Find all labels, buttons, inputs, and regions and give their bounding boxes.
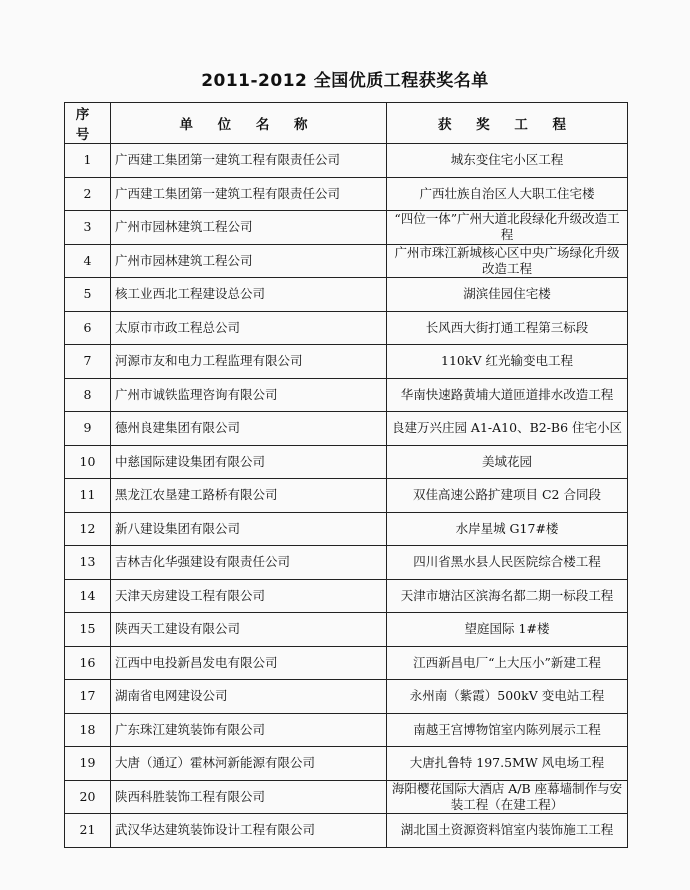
row-number: 5 [65, 278, 111, 312]
row-number: 2 [65, 177, 111, 211]
row-number: 15 [65, 613, 111, 647]
unit-name: 陕西天工建设有限公司 [111, 613, 387, 647]
row-number: 11 [65, 479, 111, 513]
unit-name: 河源市友和电力工程监理有限公司 [111, 345, 387, 379]
page-title: 2011-2012 全国优质工程获奖名单 [201, 71, 489, 91]
row-number: 6 [65, 311, 111, 345]
header-project: 获 奖 工 程 [387, 103, 628, 144]
table-row [65, 713, 628, 747]
table-row [65, 311, 628, 345]
table-row [65, 747, 628, 781]
project-name: 城东变住宅小区工程 [387, 144, 628, 178]
unit-name: 大唐（通辽）霍林河新能源有限公司 [111, 747, 387, 781]
row-number: 20 [65, 780, 111, 814]
project-name: 良建万兴庄园 A1-A10、B2-B6 住宅小区 [387, 412, 628, 446]
row-number: 8 [65, 378, 111, 412]
project-name: “四位一体”广州大道北段绿化升级改造工程 [387, 211, 628, 245]
unit-name: 广州市诚铁监理咨询有限公司 [111, 378, 387, 412]
project-name: 美域花园 [387, 445, 628, 479]
row-number: 10 [65, 445, 111, 479]
project-name: 海阳樱花国际大酒店 A/B 座幕墙制作与安装工程（在建工程） [387, 780, 628, 814]
row-number: 7 [65, 345, 111, 379]
table-row [65, 177, 628, 211]
header-unit: 单 位 名 称 [111, 103, 387, 144]
unit-name: 广东珠江建筑装饰有限公司 [111, 713, 387, 747]
row-number: 1 [65, 144, 111, 178]
table-header-row [65, 103, 628, 144]
header-no: 序号 [65, 103, 111, 144]
project-name: 湖北国土资源资料馆室内装饰施工工程 [387, 814, 628, 848]
unit-name: 核工业西北工程建设总公司 [111, 278, 387, 312]
row-number: 21 [65, 814, 111, 848]
table-row [65, 244, 628, 278]
unit-name: 中慈国际建设集团有限公司 [111, 445, 387, 479]
table-row [65, 646, 628, 680]
unit-name: 广西建工集团第一建筑工程有限责任公司 [111, 144, 387, 178]
project-name: 望庭国际 1#楼 [387, 613, 628, 647]
unit-name: 武汉华达建筑装饰设计工程有限公司 [111, 814, 387, 848]
table-row [65, 412, 628, 446]
unit-name: 陕西科胜装饰工程有限公司 [111, 780, 387, 814]
unit-name: 吉林吉化华强建设有限责任公司 [111, 546, 387, 580]
row-number: 9 [65, 412, 111, 446]
row-number: 16 [65, 646, 111, 680]
unit-name: 新八建设集团有限公司 [111, 512, 387, 546]
row-number: 4 [65, 244, 111, 278]
unit-name: 天津天房建设工程有限公司 [111, 579, 387, 613]
unit-name: 湖南省电网建设公司 [111, 680, 387, 714]
unit-name: 广州市园林建筑工程公司 [111, 211, 387, 245]
table-row [65, 445, 628, 479]
row-number: 13 [65, 546, 111, 580]
project-name: 广州市珠江新城核心区中央广场绿化升级改造工程 [387, 244, 628, 278]
table-row [65, 378, 628, 412]
unit-name: 广州市园林建筑工程公司 [111, 244, 387, 278]
table-row [65, 579, 628, 613]
unit-name: 黑龙江农垦建工路桥有限公司 [111, 479, 387, 513]
row-number: 19 [65, 747, 111, 781]
unit-name: 广西建工集团第一建筑工程有限责任公司 [111, 177, 387, 211]
row-number: 14 [65, 579, 111, 613]
project-name: 永州南（紫霞）500kV 变电站工程 [387, 680, 628, 714]
table-row [65, 780, 628, 814]
project-name: 广西壮族自治区人大职工住宅楼 [387, 177, 628, 211]
table-row [65, 345, 628, 379]
project-name: 水岸星城 G17#楼 [387, 512, 628, 546]
project-name: 南越王宫博物馆室内陈列展示工程 [387, 713, 628, 747]
unit-name: 太原市市政工程总公司 [111, 311, 387, 345]
row-number: 18 [65, 713, 111, 747]
table-row [65, 278, 628, 312]
row-number: 12 [65, 512, 111, 546]
table-row [65, 211, 628, 245]
project-name: 天津市塘沽区滨海名都二期一标段工程 [387, 579, 628, 613]
table-row [65, 814, 628, 848]
table-row [65, 680, 628, 714]
project-name: 华南快速路黄埔大道匝道排水改造工程 [387, 378, 628, 412]
row-number: 17 [65, 680, 111, 714]
table-row [65, 479, 628, 513]
project-name: 湖滨佳园住宅楼 [387, 278, 628, 312]
project-name: 110kV 红光输变电工程 [387, 345, 628, 379]
project-name: 四川省黑水县人民医院综合楼工程 [387, 546, 628, 580]
project-name: 长风西大街打通工程第三标段 [387, 311, 628, 345]
awards-table [64, 102, 628, 848]
project-name: 双佳高速公路扩建项目 C2 合同段 [387, 479, 628, 513]
unit-name: 江西中电投新昌发电有限公司 [111, 646, 387, 680]
table-row [65, 144, 628, 178]
table-row [65, 512, 628, 546]
project-name: 江西新昌电厂“上大压小”新建工程 [387, 646, 628, 680]
table-row [65, 613, 628, 647]
table-row [65, 546, 628, 580]
unit-name: 德州良建集团有限公司 [111, 412, 387, 446]
row-number: 3 [65, 211, 111, 245]
project-name: 大唐扎鲁特 197.5MW 风电场工程 [387, 747, 628, 781]
